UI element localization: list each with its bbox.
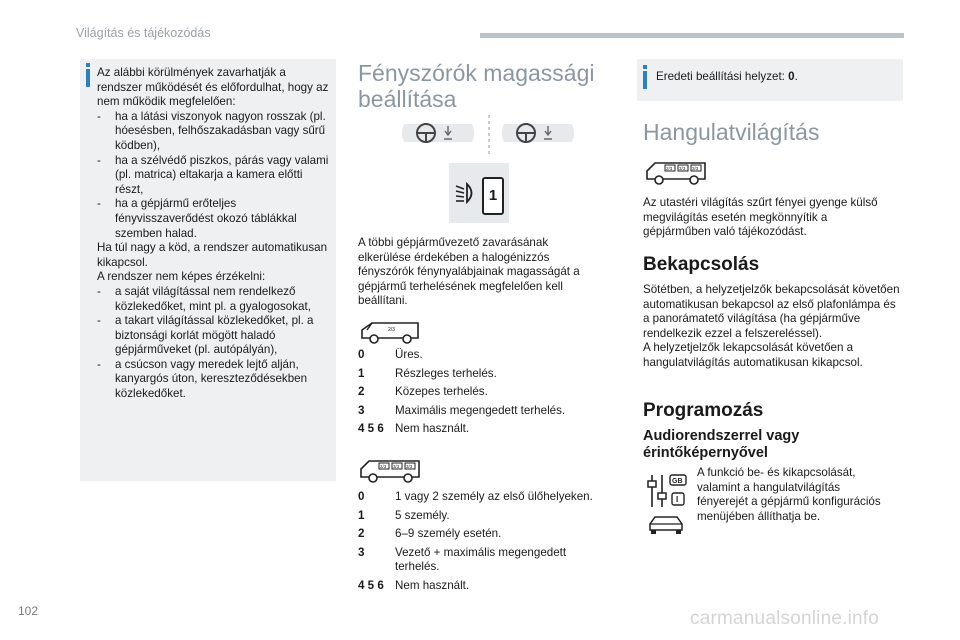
bus-seat-label: 2/3 — [666, 166, 673, 171]
dial-value: 1 — [488, 187, 498, 204]
van-load-label: 2/3 — [388, 327, 395, 333]
dial-wheel — [482, 177, 504, 215]
watermark: carmanualsonline.info — [690, 608, 880, 629]
headlamp-adjuster-dial — [449, 163, 509, 223]
car-front-icon — [646, 514, 686, 536]
legend-row: 0 1 vagy 2 személy az első ülőhelyeken. — [358, 490, 593, 503]
steering-wheel-icon — [498, 118, 578, 148]
van-icon — [360, 318, 422, 344]
minibus-icon — [645, 158, 709, 186]
legend-row: 3 Vezető + maximális megengedett terhelés. — [358, 545, 567, 574]
programming-paragraph: A funkció be- és kikapcsolását, valamint a hangulatvilágítás fényerejét a gépjármű konfigurációs menüjében állíthatja be. — [697, 466, 881, 523]
note-box-default — [637, 59, 903, 101]
list-item: - a saját világítással nem rendelkező közlekedőket, mint pl. a gyalogosokat, — [97, 284, 311, 313]
bus-seat-label: 2/3 — [380, 464, 387, 469]
running-header: Világítás és tájékozódás — [76, 26, 211, 40]
section-title-activation: Bekapcsolás — [643, 254, 760, 275]
list-item: - ha a szélvédő piszkos, párás vagy valami (pl. matrica) eltakarja a kamera előtti részt, — [97, 153, 329, 196]
gb-label: GB — [672, 478, 683, 485]
list-item: - ha a látási viszonyok nagyon rosszak (pl. hóesésben, felhőszakadásban vagy sűrű ködben), — [97, 109, 326, 152]
minibus-icon — [359, 456, 423, 484]
activation-paragraph: Sötétben, a helyzetjelzők bekapcsolását követően automatikusan bekapcsol az első plafonlámpa és a panorámatető világítása (ha gépjárműve rendelkezik ezzel a felszereléssel). A helyzetjelzők lekapcsolását követően a hangulatvilágítás automatikusan kikapcsol. — [643, 283, 900, 369]
note-middle: Ha túl nagy a köd, a rendszer automatikusan kikapcsol. A rendszer nem képes érzékelni: — [97, 241, 328, 284]
section-title-mood-lighting: Hangulatvilágítás — [643, 119, 820, 145]
list-item: - a takart világítással közlekedőket, pl. a biztonsági korlát mögött haladó gépjárműveket (pl. autópályán), — [97, 314, 314, 357]
i-label: I — [676, 495, 679, 504]
bus-seat-label: 3/3 — [679, 166, 686, 171]
note-content — [97, 66, 329, 402]
subsection-title-audio: Audiorendszerrel vagy érintőképernyővel — [643, 428, 800, 461]
legend-van — [358, 348, 598, 441]
mood-paragraph: Az utastéri világítás szűrt fényei gyenge külső megvilágítás esetén megkönnyítik a gépjárműben való tájékozódást. — [643, 196, 878, 239]
legend-row: 0 Üres. — [358, 348, 423, 361]
legend-bus — [358, 490, 610, 598]
headlamp-paragraph: A többi gépjárművezető zavarásának elkerülése érdekében a halogénizzós fényszórók fénynyalábjainak magasságát a gépjármű terhelésének megfelelően kell beállítani. — [358, 236, 580, 308]
note-default-text: Eredeti beállítási helyzet: 0. — [656, 70, 798, 83]
steering-wheel-icon — [398, 118, 478, 148]
bus-seat-label: 3/3 — [692, 166, 699, 171]
legend-row: 2 6–9 személy esetén. — [358, 527, 502, 541]
legend-row: 3 Maximális megengedett terhelés. — [358, 403, 566, 417]
section-title-programming: Programozás — [643, 400, 764, 421]
section-title-headlamp: Fényszórók magassági beállítása — [358, 60, 595, 112]
info-icon — [643, 71, 647, 89]
bus-seat-label: 3/3 — [406, 464, 413, 469]
note-intro: Az alábbi körülmények zavarhatják a rendszer működését és előfordulhat, hogy az nem működik megfelelően: — [97, 66, 329, 109]
bus-seat-label: 3/3 — [393, 464, 400, 469]
note-box-conditions — [80, 59, 336, 481]
legend-row: 1 5 személy. — [358, 508, 450, 522]
legend-row: 4 5 6 Nem használt. — [358, 422, 470, 436]
info-icon — [86, 69, 90, 87]
legend-row: 2 Közepes terhelés. — [358, 385, 488, 399]
headlamp-beam-icon — [454, 180, 478, 206]
settings-sliders-icon — [644, 473, 690, 509]
list-item: - ha a gépjármű erőteljes fényvisszaverődést okozó táblákkal szemben halad. — [97, 197, 297, 240]
list-item: - a csúcson vagy meredek lejtő alján, kanyargós úton, kereszteződésekben közlekedőket. — [97, 357, 308, 401]
dashed-divider — [487, 115, 491, 155]
legend-row: 4 5 6 Nem használt. — [358, 578, 470, 592]
page-number: 102 — [18, 604, 39, 618]
legend-row: 1 Részleges terhelés. — [358, 366, 497, 380]
header-rule — [480, 33, 904, 38]
